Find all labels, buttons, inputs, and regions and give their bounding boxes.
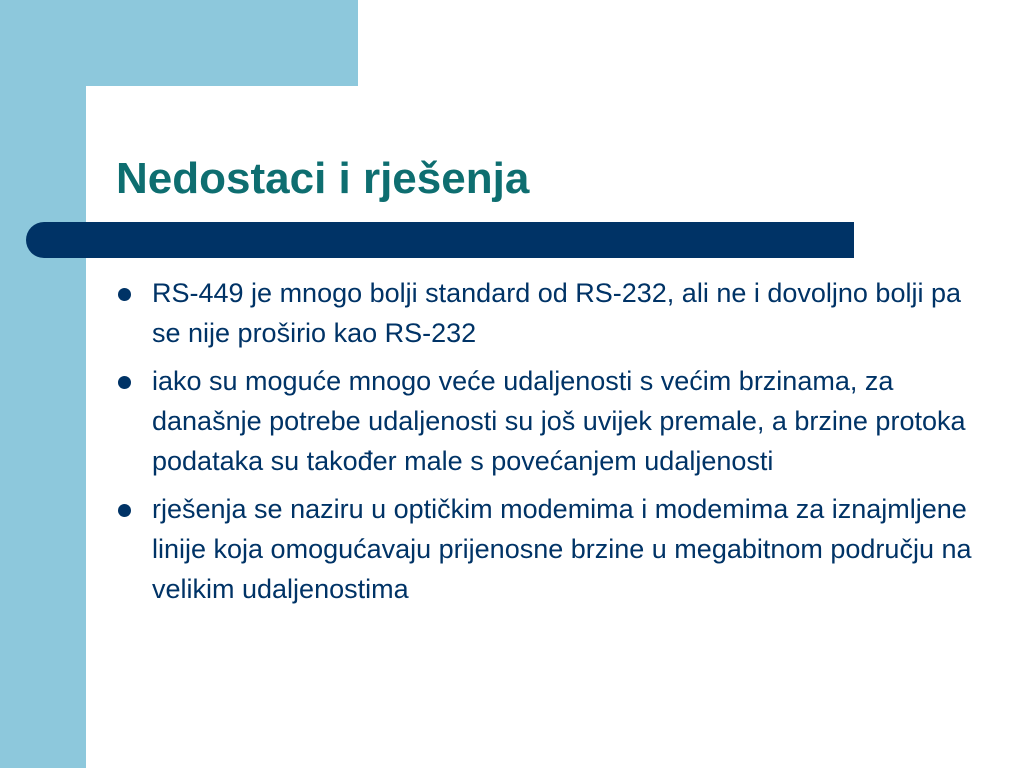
bullet-text: RS-449 je mnogo bolji standard od RS-232, ali ne i dovoljno bolji pa se nije proširio kao RS-232	[152, 278, 961, 348]
bullet-text: iako su moguće mnogo veće udaljenosti s većim brzinama, za današnje potrebe udaljenosti su još uvijek premale, a brzine protoka podataka su također male s povećanjem udaljenosti	[152, 366, 966, 476]
title-underline-bar	[26, 222, 854, 258]
slide-title: Nedostaci i rješenja	[116, 154, 530, 203]
bullet-item	[116, 273, 976, 353]
bullet-dot-icon	[118, 288, 131, 301]
bullet-item	[116, 361, 976, 481]
bullet-list	[116, 273, 976, 617]
bullet-text: rješenja se naziru u optičkim modemima i modemima za iznajmljene linije koja omogućavaju prijenosne brzine u megabitnom području na velikim udaljenostima	[152, 494, 972, 604]
bullet-item	[116, 489, 976, 609]
accent-left-band	[0, 0, 86, 768]
bullet-dot-icon	[118, 504, 131, 517]
bullet-dot-icon	[118, 376, 131, 389]
accent-top-band	[0, 0, 358, 86]
